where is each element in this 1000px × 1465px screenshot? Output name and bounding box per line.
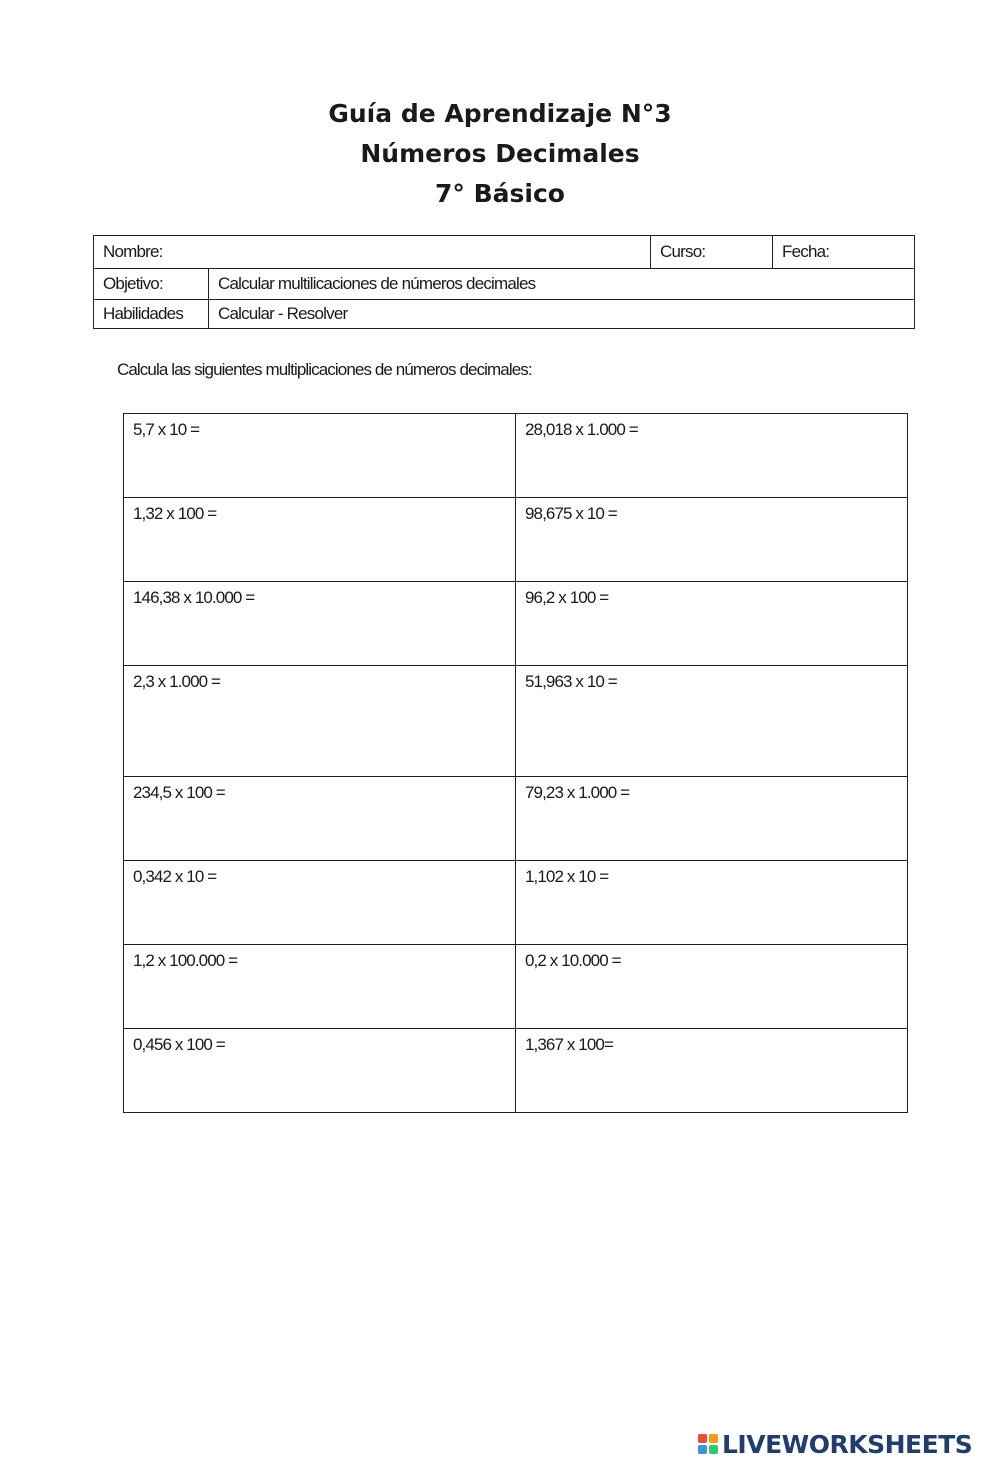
- logo-square: [698, 1445, 707, 1454]
- logo-text: LIVEWORKSHEETS: [722, 1429, 973, 1459]
- habilidades-label: Habilidades: [94, 300, 209, 329]
- worksheet-grade: 7° Básico: [435, 179, 565, 208]
- objetivo-label: Objetivo:: [94, 269, 209, 300]
- exercise-cell[interactable]: 2,3 x 1.000 =: [124, 666, 516, 777]
- exercise-cell[interactable]: 1,367 x 100=: [516, 1029, 908, 1113]
- exercise-table: [123, 413, 908, 1113]
- exercise-row: [124, 498, 908, 582]
- exercise-cell[interactable]: 51,963 x 10 =: [516, 666, 908, 777]
- exercise-row: [124, 414, 908, 498]
- exercise-row: [124, 777, 908, 861]
- exercise-row: [124, 861, 908, 945]
- exercise-cell[interactable]: 1,2 x 100.000 =: [124, 945, 516, 1029]
- student-info-table: [93, 235, 915, 329]
- exercise-cell[interactable]: 146,38 x 10.000 =: [124, 582, 516, 666]
- nombre-field[interactable]: Nombre:: [94, 236, 651, 269]
- exercise-cell[interactable]: 79,23 x 1.000 =: [516, 777, 908, 861]
- exercise-cell[interactable]: 1,32 x 100 =: [124, 498, 516, 582]
- fecha-field[interactable]: Fecha:: [773, 236, 915, 269]
- worksheet-title: Guía de Aprendizaje N°3: [328, 99, 672, 128]
- liveworksheets-logo[interactable]: [698, 1428, 972, 1460]
- objetivo-value: Calcular multilicaciones de números decimales: [209, 269, 915, 300]
- exercise-cell[interactable]: 5,7 x 10 =: [124, 414, 516, 498]
- worksheet-subtitle: Números Decimales: [360, 139, 640, 168]
- exercise-cell[interactable]: 0,342 x 10 =: [124, 861, 516, 945]
- logo-square: [709, 1434, 718, 1443]
- exercise-row: [124, 666, 908, 777]
- exercise-cell[interactable]: 234,5 x 100 =: [124, 777, 516, 861]
- instruction-text: Calcula las siguientes multiplicaciones de números decimales:: [117, 360, 532, 379]
- exercise-cell[interactable]: 0,2 x 10.000 =: [516, 945, 908, 1029]
- exercise-cell[interactable]: 0,456 x 100 =: [124, 1029, 516, 1113]
- exercise-cell[interactable]: 28,018 x 1.000 =: [516, 414, 908, 498]
- habilidades-value: Calcular - Resolver: [209, 300, 915, 329]
- logo-square: [698, 1434, 707, 1443]
- liveworksheets-logo-icon: [698, 1434, 718, 1454]
- exercise-cell[interactable]: 96,2 x 100 =: [516, 582, 908, 666]
- curso-field[interactable]: Curso:: [651, 236, 773, 269]
- exercise-row: [124, 1029, 908, 1113]
- logo-square: [709, 1445, 718, 1454]
- exercise-row: [124, 945, 908, 1029]
- exercise-cell[interactable]: 98,675 x 10 =: [516, 498, 908, 582]
- exercise-cell[interactable]: 1,102 x 10 =: [516, 861, 908, 945]
- exercise-row: [124, 582, 908, 666]
